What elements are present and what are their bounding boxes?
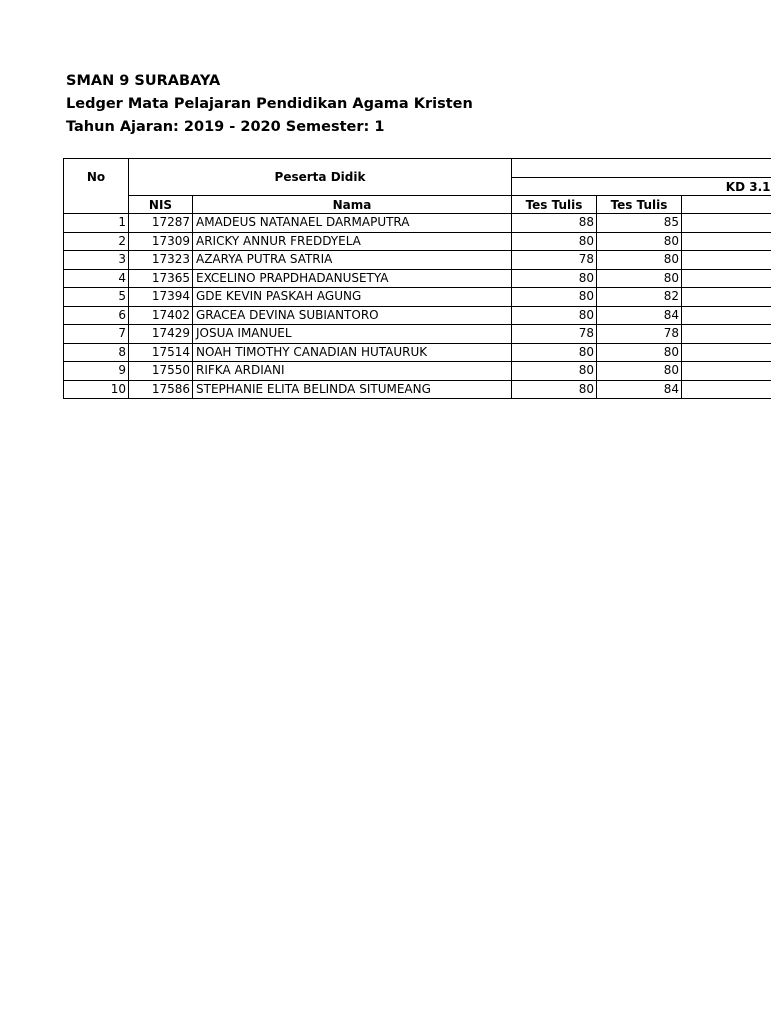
cell-nis: 17429	[129, 325, 193, 344]
cell-nama: ARICKY ANNUR FREDDYELA	[193, 232, 512, 251]
table-row	[64, 306, 771, 325]
cell-nis: 17550	[129, 362, 193, 381]
table-row	[64, 214, 771, 233]
cell-tes-tulis-1: 88	[512, 214, 597, 233]
cell-tes-tulis-2: 80	[597, 251, 682, 270]
cell-tes-tulis-1: 80	[512, 269, 597, 288]
cell-tes-tulis-1: 78	[512, 325, 597, 344]
cell-no: 1	[64, 214, 129, 233]
cell-tes-tulis-2: 84	[597, 380, 682, 399]
table-row	[64, 269, 771, 288]
cell-no: 4	[64, 269, 129, 288]
cell-nis: 17514	[129, 343, 193, 362]
cell-tes-tulis-2: 80	[597, 232, 682, 251]
cell-tes-tulis-2: 78	[597, 325, 682, 344]
document-header	[66, 70, 473, 139]
cell-no: 10	[64, 380, 129, 399]
cell-continued	[682, 306, 771, 325]
cell-tes-tulis-1: 80	[512, 362, 597, 381]
cell-nis: 17402	[129, 306, 193, 325]
cell-continued	[682, 343, 771, 362]
academic-year: Tahun Ajaran: 2019 - 2020 Semester: 1	[66, 119, 385, 135]
cell-tes-tulis-1: 80	[512, 343, 597, 362]
column-header-nama: Nama	[193, 196, 512, 214]
cell-no: 9	[64, 362, 129, 381]
column-header-no-empty	[64, 196, 129, 214]
group-header-kd: KD 3.1	[512, 178, 771, 196]
cell-continued	[682, 325, 771, 344]
table-row	[64, 380, 771, 399]
cell-tes-tulis-1: 80	[512, 306, 597, 325]
ledger-title: Ledger Mata Pelajaran Pendidikan Agama Kristen	[66, 96, 473, 112]
cell-continued	[682, 232, 771, 251]
cell-no: 7	[64, 325, 129, 344]
cell-nama: STEPHANIE ELITA BELINDA SITUMEANG	[193, 380, 512, 399]
group-header-peserta-didik: Peserta Didik	[129, 159, 512, 196]
cell-nis: 17309	[129, 232, 193, 251]
table-row	[64, 232, 771, 251]
table-row	[64, 362, 771, 381]
cell-nama: AZARYA PUTRA SATRIA	[193, 251, 512, 270]
ledger-table	[63, 158, 771, 399]
cell-nis: 17586	[129, 380, 193, 399]
cell-tes-tulis-1: 80	[512, 232, 597, 251]
cell-continued	[682, 380, 771, 399]
cell-tes-tulis-2: 85	[597, 214, 682, 233]
table-row	[64, 343, 771, 362]
cell-nama: RIFKA ARDIANI	[193, 362, 512, 381]
cell-nama: GRACEA DEVINA SUBIANTORO	[193, 306, 512, 325]
table-row	[64, 325, 771, 344]
column-header-nis: NIS	[129, 196, 193, 214]
cell-no: 5	[64, 288, 129, 307]
cell-nama: JOSUA IMANUEL	[193, 325, 512, 344]
cell-nis: 17323	[129, 251, 193, 270]
cell-tes-tulis-1: 78	[512, 251, 597, 270]
column-header-continued	[682, 196, 771, 214]
group-header-kd-blank	[512, 159, 771, 178]
column-header-tes-tulis-2: Tes Tulis	[597, 196, 682, 214]
school-name: SMAN 9 SURABAYA	[66, 73, 221, 89]
cell-nama: GDE KEVIN PASKAH AGUNG	[193, 288, 512, 307]
cell-continued	[682, 269, 771, 288]
ledger-table-viewport	[63, 158, 771, 406]
cell-continued	[682, 214, 771, 233]
cell-tes-tulis-2: 80	[597, 343, 682, 362]
cell-tes-tulis-1: 80	[512, 380, 597, 399]
cell-continued	[682, 288, 771, 307]
cell-nis: 17365	[129, 269, 193, 288]
cell-no: 3	[64, 251, 129, 270]
cell-continued	[682, 251, 771, 270]
cell-nis: 17287	[129, 214, 193, 233]
cell-tes-tulis-2: 82	[597, 288, 682, 307]
ledger-table-header	[64, 159, 771, 214]
table-row	[64, 251, 771, 270]
column-header-tes-tulis-1: Tes Tulis	[512, 196, 597, 214]
ledger-table-body	[64, 214, 771, 399]
cell-continued	[682, 362, 771, 381]
column-header-no: No	[64, 159, 129, 196]
cell-no: 2	[64, 232, 129, 251]
cell-no: 8	[64, 343, 129, 362]
cell-tes-tulis-2: 84	[597, 306, 682, 325]
cell-no: 6	[64, 306, 129, 325]
cell-tes-tulis-2: 80	[597, 362, 682, 381]
cell-tes-tulis-1: 80	[512, 288, 597, 307]
table-row	[64, 288, 771, 307]
cell-nama: EXCELINO PRAPDHADANUSETYA	[193, 269, 512, 288]
cell-nama: NOAH TIMOTHY CANADIAN HUTAURUK	[193, 343, 512, 362]
cell-tes-tulis-2: 80	[597, 269, 682, 288]
cell-nis: 17394	[129, 288, 193, 307]
cell-nama: AMADEUS NATANAEL DARMAPUTRA	[193, 214, 512, 233]
